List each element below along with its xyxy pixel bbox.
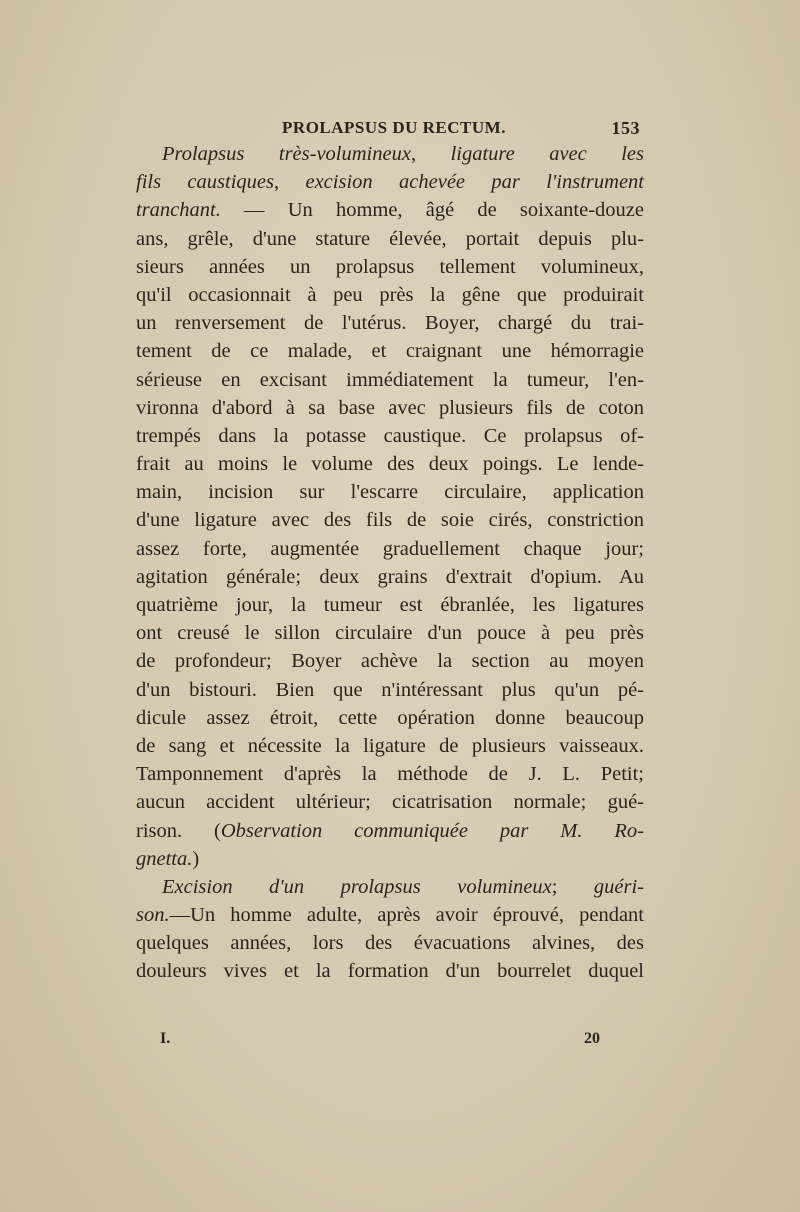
case-title: ligature avec les xyxy=(450,143,644,165)
text-line: un renversement de l'utérus. Boyer, chargé du trai- xyxy=(136,312,644,335)
case-title: son. xyxy=(136,904,170,927)
text-line: quatrième jour, la tumeur est ébranlée, les ligatures xyxy=(136,594,644,616)
text-line: de profondeur; Boyer achève la section au moyen xyxy=(136,650,644,673)
text-line: ans, grêle, d'une stature élevée, portait depuis plu- xyxy=(136,227,644,250)
page-footer xyxy=(160,1030,600,1054)
text-line: frait au moins le volume des deux poings. Le lende- xyxy=(136,453,644,476)
case-title: guéri- xyxy=(593,875,644,898)
text-line: rison. (Observation communiquée par M. Ro- xyxy=(136,819,645,842)
running-title: PROLAPSUS DU RECTUM. xyxy=(282,118,506,137)
text-line: d'une ligature avec des fils de soie cirés, constriction xyxy=(136,509,644,532)
text-line: assez forte, augmentée graduellement chaque jour; xyxy=(136,537,644,560)
text-line: vironna d'abord à sa base avec plusieurs fils de coton xyxy=(136,396,644,419)
gathering-number: 20 xyxy=(584,1030,600,1047)
text-line: son.—Un homme adulte, après avoir éprouvé, pendant xyxy=(136,904,644,927)
text-line: dicule assez étroit, cette opération donne beaucoup xyxy=(136,706,644,729)
text-line: Excision d'un prolapsus volumineux; guéri- xyxy=(162,875,644,898)
text-line: agitation générale; deux grains d'extrait d'opium. Au xyxy=(136,565,644,588)
case-title: tranchant. xyxy=(136,199,221,222)
page-number: 153 xyxy=(611,118,640,138)
case-title: fils caustiques xyxy=(136,171,274,194)
text-line: qu'il occasionnait à peu près la gêne que produirait xyxy=(136,283,644,306)
case-title: Excision d'un prolapsus volumineux xyxy=(162,875,552,898)
running-head xyxy=(136,110,644,140)
source-note: gnetta. xyxy=(136,847,193,870)
text-line: Tamponnement d'après la méthode de J. L. Petit; xyxy=(136,763,644,786)
text-line: main, incision sur l'escarre circulaire, application xyxy=(136,481,644,504)
text-line: ont creusé le sillon circulaire d'un pouce à peu près xyxy=(136,622,644,645)
text-line: quelques années, lors des évacuations alvines, des xyxy=(136,932,644,955)
text-line: sieurs années un prolapsus tellement volumineux, xyxy=(136,255,644,278)
case-title: excision achevée par l'instrument xyxy=(305,171,645,194)
text-line: fils caustiques, excision achevée par l'instrument xyxy=(136,171,645,194)
text-line: douleurs vives et la formation d'un bourrelet duquel xyxy=(136,960,644,983)
paragraph-2 xyxy=(136,873,644,986)
text-line: sérieuse en excisant immédiatement la tumeur, l'en- xyxy=(136,368,644,391)
text-line: aucun accident ultérieur; cicatrisation normale; gué- xyxy=(136,791,644,814)
case-title: Prolapsus très-volumineux xyxy=(162,143,411,165)
source-note: Observation communiquée par M. Ro- xyxy=(220,819,645,842)
text-line: trempés dans la potasse caustique. Ce prolapsus of- xyxy=(136,424,644,447)
text-line: tranchant. — Un homme, âgé de soixante-douze xyxy=(136,199,644,222)
text-line: gnetta.) xyxy=(136,847,200,870)
text-line: de sang et nécessite la ligature de plusieurs vaisseaux. xyxy=(136,734,644,757)
text-block xyxy=(136,110,644,986)
text-line: Prolapsus très-volumineux, ligature avec les xyxy=(162,143,644,165)
text-line: d'un bistouri. Bien que n'intéressant plus qu'un pé- xyxy=(136,678,644,701)
paragraph-1 xyxy=(136,140,644,873)
text-line: tement de ce malade, et craignant une hémorragie xyxy=(136,340,644,363)
signature-mark: I. xyxy=(160,1030,171,1047)
